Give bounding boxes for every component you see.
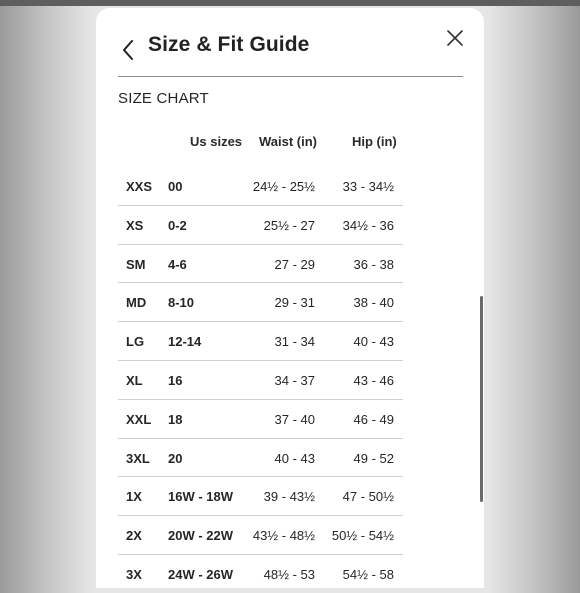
- waist-range: 24½ - 25½: [252, 179, 315, 194]
- us-size: 00: [168, 179, 183, 194]
- waist-range: 25½ - 27: [263, 217, 315, 233]
- size-label: LG: [126, 334, 145, 350]
- table-row: [118, 555, 403, 593]
- hip-range: 50½ - 54½: [331, 528, 394, 544]
- us-size: 24W - 26W: [168, 566, 234, 582]
- size-label: 1X: [126, 489, 142, 505]
- hip-range: 43 - 46: [353, 372, 394, 388]
- hip-range: 47 - 50½: [342, 489, 394, 505]
- table-row: [118, 439, 403, 478]
- size-label: 2X: [126, 528, 142, 544]
- panel-header: [118, 32, 463, 77]
- us-size: 18: [168, 411, 183, 427]
- waist-range: 43½ - 48½: [252, 528, 315, 544]
- table-row: [118, 361, 403, 400]
- close-button[interactable]: [443, 26, 467, 50]
- scrollbar-thumb[interactable]: [480, 296, 483, 502]
- table-row: [118, 322, 403, 361]
- column-header-waist: Waist (in): [259, 134, 318, 149]
- chevron-left-icon: [120, 37, 148, 65]
- hip-range: 40 - 43: [353, 334, 394, 350]
- us-size: 8-10: [168, 295, 195, 311]
- hip-range: 38 - 40: [353, 295, 394, 311]
- waist-range: 34 - 37: [274, 372, 315, 388]
- column-header-us-sizes: Us sizes: [190, 134, 243, 149]
- us-size: 20W - 22W: [168, 528, 234, 544]
- size-label: SM: [126, 256, 146, 272]
- column-header-hip: Hip (in): [352, 134, 397, 149]
- table-row: [118, 245, 403, 284]
- table-row: [118, 477, 403, 516]
- us-size: 16W - 18W: [168, 489, 234, 505]
- size-fit-guide-panel: [96, 8, 484, 588]
- page-title: Size & Fit Guide: [148, 33, 310, 56]
- hip-range: 46 - 49: [353, 411, 394, 427]
- table-row: [118, 400, 403, 439]
- waist-range: 31 - 34: [274, 334, 315, 350]
- close-icon: [443, 26, 467, 50]
- table-row: [118, 206, 403, 245]
- size-label: XL: [126, 372, 143, 388]
- hip-range: 49 - 52: [353, 450, 394, 466]
- us-size: 0-2: [168, 217, 187, 233]
- table-row: [118, 283, 403, 322]
- size-label: XXL: [126, 411, 152, 427]
- waist-range: 37 - 40: [274, 411, 315, 427]
- hip-range: 36 - 38: [353, 256, 394, 272]
- us-size: 16: [168, 372, 183, 388]
- size-chart-table: [118, 167, 403, 593]
- waist-range: 48½ - 53: [263, 566, 315, 582]
- table-row: [118, 516, 403, 555]
- waist-range: 40 - 43: [274, 450, 315, 466]
- size-label: 3XL: [126, 450, 150, 466]
- table-row: [118, 167, 403, 206]
- hip-range: 54½ - 58: [342, 566, 394, 582]
- waist-range: 27 - 29: [274, 256, 315, 272]
- back-button[interactable]: [120, 37, 148, 65]
- hip-range: 33 - 34½: [342, 179, 394, 194]
- waist-range: 39 - 43½: [263, 489, 315, 505]
- size-label: 3X: [126, 566, 142, 582]
- us-size: 20: [168, 450, 183, 466]
- hip-range: 34½ - 36: [342, 217, 394, 233]
- top-status-bar: [0, 0, 580, 6]
- size-label: MD: [126, 295, 147, 311]
- size-label: XS: [126, 217, 144, 233]
- size-label: XXS: [126, 179, 153, 194]
- waist-range: 29 - 31: [274, 295, 315, 311]
- size-chart-heading: SIZE CHART: [118, 90, 209, 107]
- us-size: 12-14: [168, 334, 202, 350]
- us-size: 4-6: [168, 256, 187, 272]
